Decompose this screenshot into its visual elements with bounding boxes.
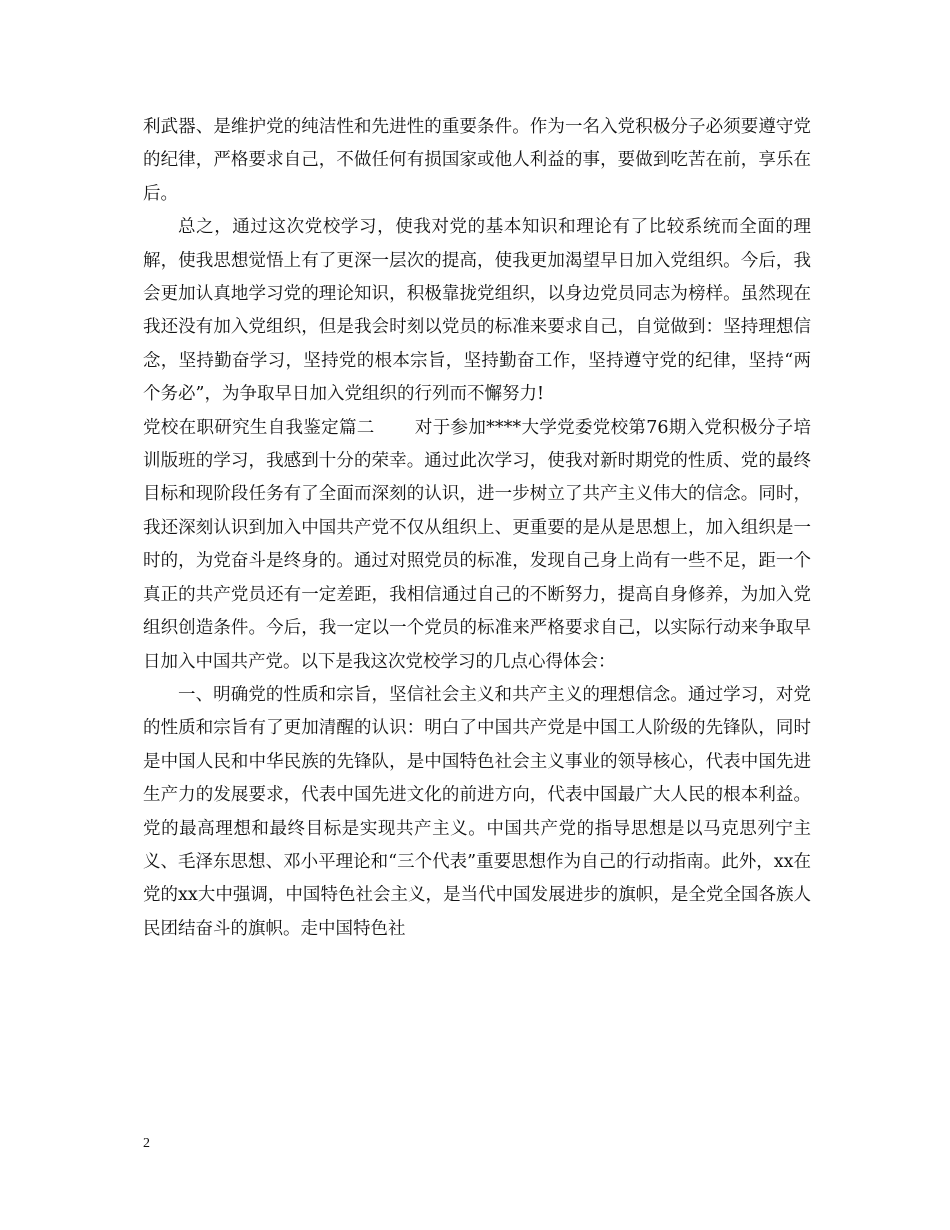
paragraph-summary: 总之，通过这次党校学习，使我对党的基本知识和理论有了比较系统而全面的理解，使我思想觉悟上有了更深一层次的提高，使我更加渴望早日加入党组织。今后，我会更加认真地学习党的理论知识，积极靠拢党组织，以身边党员同志为榜样。虽然现在我还没有加入党组织，但是我会时刻以党员的标准来要求自己，自觉做到：坚持理想信念，坚持勤奋学习，坚持党的根本宗旨，坚持勤奋工作，坚持遵守党的纪律，坚持“两个务必”，为争取早日加入党组织的行列而不懈努力! (143, 217, 811, 405)
section-title: 党校在职研究生自我鉴定篇二 (143, 417, 375, 438)
page-number: 2 (143, 1136, 150, 1151)
paragraph-point-one: 一、明确党的性质和宗旨，坚信社会主义和共产主义的理想信念。通过学习，对党的性质和宗旨有了更加清醒的认识：明白了中国共产党是中国工人阶级的先锋队，同时是中国人民和中华民族的先锋队，是中国特色社会主义事业的领导核心，代表中国先进生产力的发展要求，代表中国先进文化的前进方向，代表中国最广大人民的根本利益。党的最高理想和最终目标是实现共产主义。中国共产党的指导思想是以马克思列宁主义、毛泽东思想、邓小平理论和“三个代表”重要思想作为自己的行动指南。此外，xx在党的xx大中强调，中国特色社会主义，是当代中国发展进步的旗帜，是全党全国各族人民团结奋斗的旗帜。走中国特色社 (143, 684, 811, 939)
section-intro: 对于参加****大学党委党校第76期入党积极分子培训版班的学习，我感到十分的荣幸。通过此次学习，使我对新时期党的性质、党的最终目标和现阶段任务有了全面而深刻的认识，进一步树立了共产主义伟大的信念。同时，我还深刻认识到加入中国共产党不仅从组织上、更重要的是从是思想上，加入组织是一时的，为党奋斗是终身的。通过对照党员的标准，发现自己身上尚有一些不足，距一个真正的共产党员还有一定差距，我相信通过自己的不断努力，提高自身修养，为加入党组织创造条件。今后，我一定以一个党员的标准来严格要求自己，以实际行动来争取早日加入中国共产党。以下是我这次党校学习的几点心得体会： (143, 417, 811, 672)
document-body (143, 111, 811, 946)
paragraph-continued: 利武器、是维护党的纯洁性和先进性的重要条件。作为一名入党积极分子必须要遵守党的纪律，严格要求自己，不做任何有损国家或他人利益的事，要做到吃苦在前，享乐在后。 (143, 117, 811, 204)
section-paragraph (143, 412, 811, 679)
